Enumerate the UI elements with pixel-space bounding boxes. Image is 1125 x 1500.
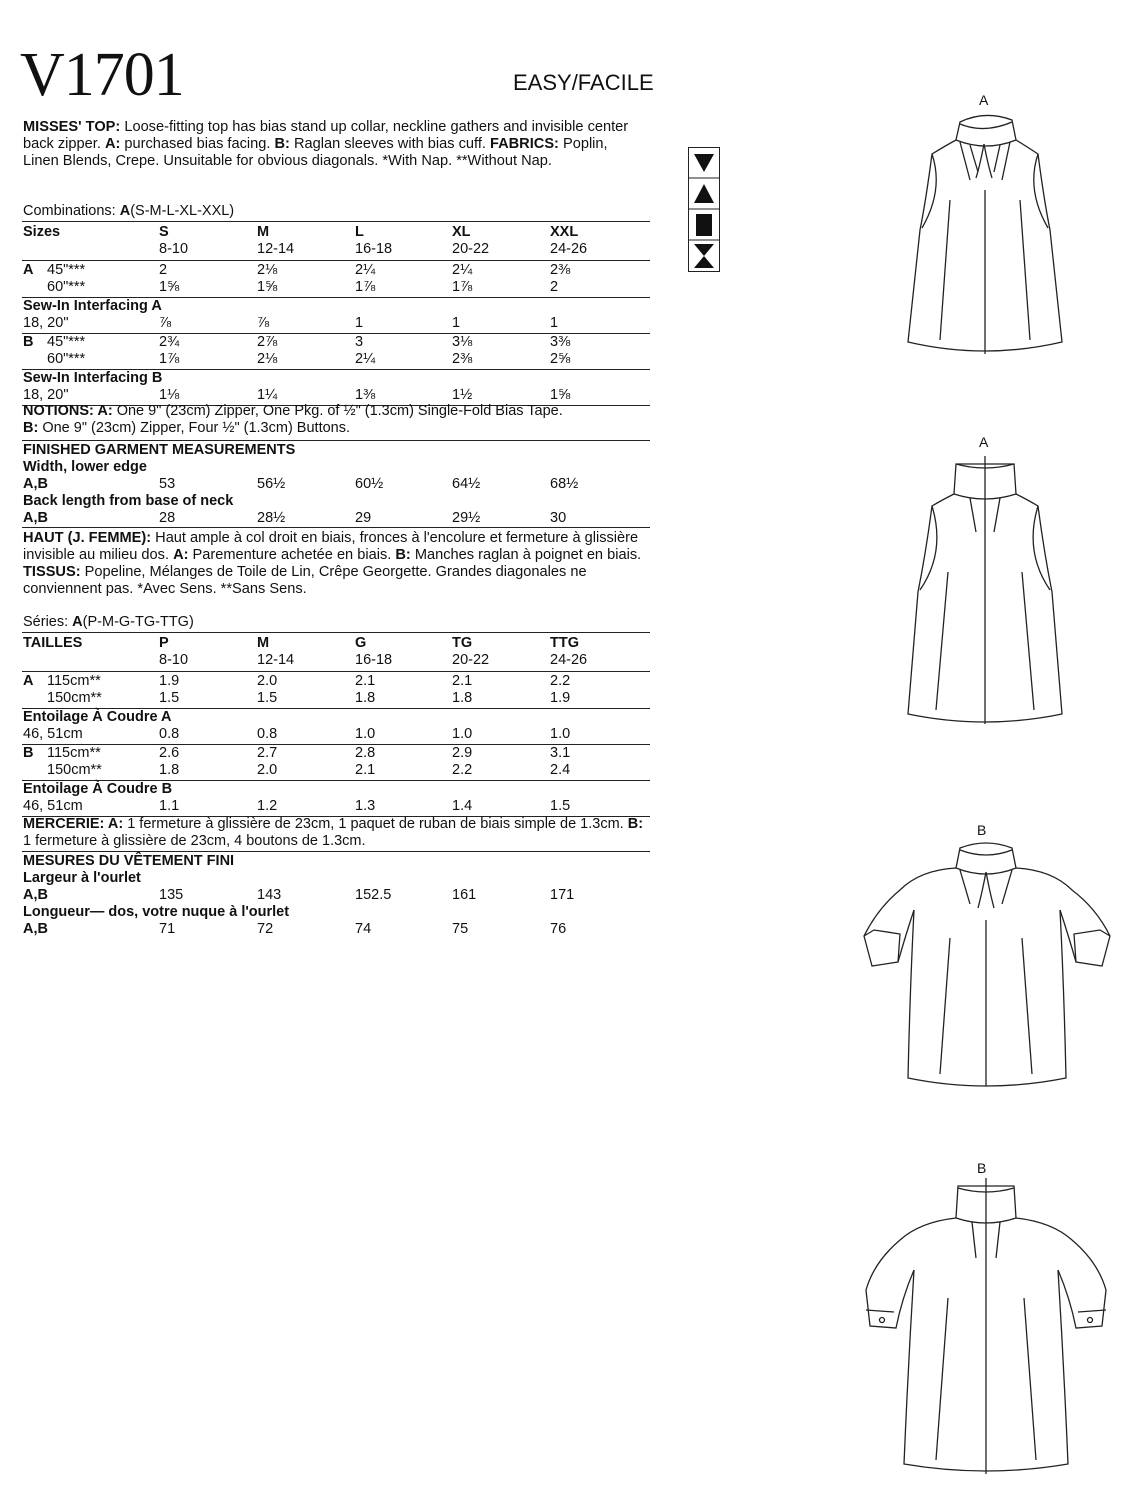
top-b-back-drawing <box>860 1178 1115 1478</box>
size-code: P <box>159 635 169 651</box>
section-divider <box>22 527 650 528</box>
size-range: 16-18 <box>355 652 393 668</box>
fabric-width: 60"*** <box>47 279 86 295</box>
yardage-value: 1.8 <box>452 690 473 706</box>
finished-title-text: MESURES DU VÊTEMENT FINI <box>23 853 235 869</box>
yardage-value: 1.5 <box>159 690 180 706</box>
yardage-value: 2⅛ <box>257 351 278 367</box>
size-code: XXL <box>550 224 579 240</box>
yardage-value: ⅞ <box>257 315 270 331</box>
view-letters: A,B <box>23 921 48 937</box>
illustration-label-b-front: B <box>977 822 987 838</box>
size-code: L <box>355 224 364 240</box>
yardage-value: 2 <box>159 262 168 278</box>
width-value: 143 <box>257 887 282 903</box>
combinations-en: Combinations: A(S-M-L-XL-XXL) <box>23 203 235 219</box>
yardage-value: 2⅝ <box>550 351 571 367</box>
width-label: Largeur à l'ourlet <box>23 870 141 886</box>
yardage-value: 1.3 <box>355 798 376 814</box>
length-value: 71 <box>159 921 176 937</box>
illustration-label-b-back: B <box>977 1160 987 1176</box>
combinations-fr: Séries: A(P-M-G-TG-TTG) <box>23 614 194 630</box>
yardage-value: 2¼ <box>452 262 473 278</box>
top-a-back-drawing <box>900 452 1070 732</box>
size-range: 20-22 <box>452 241 490 257</box>
difficulty-level: EASY/FACILE <box>513 70 654 95</box>
width-label: Width, lower edge <box>23 459 147 475</box>
size-range: 16-18 <box>355 241 393 257</box>
size-code: TG <box>452 635 473 651</box>
yardage-value: 1⅝ <box>257 279 278 295</box>
yardage-value: 0.8 <box>257 726 278 742</box>
yardage-value: 1⅜ <box>355 387 376 403</box>
view-letters: A,B <box>23 510 48 526</box>
yardage-value: 1⅝ <box>550 387 571 403</box>
yardage-value: 2¾ <box>159 334 180 350</box>
width-value: 60½ <box>355 476 384 492</box>
description-en: MISSES' TOP: Loose-fitting top has bias stand up collar, neckline gathers and invisible center back zipper. A: purchased bias facing. B: Raglan sleeves with bias cuff. FABRICS: Poplin, Linen Blends, Crepe. Unsuitable for obvious diagonals. *With Nap. **Without Nap. <box>23 119 629 169</box>
yardage-value: 1.8 <box>355 690 376 706</box>
yardage-value: 2.2 <box>452 762 473 778</box>
length-value: 72 <box>257 921 274 937</box>
nap-symbols <box>688 147 720 272</box>
yardage-value: 2⅞ <box>257 334 278 350</box>
yardage-value: 1.0 <box>550 726 571 742</box>
view-letters: A,B <box>23 476 48 492</box>
fabric-width: 60"*** <box>47 351 86 367</box>
size-range: 8-10 <box>159 652 189 668</box>
yardage-value: 1½ <box>452 387 473 403</box>
width-value: 152.5 <box>355 887 392 903</box>
yardage-value: 2.1 <box>452 673 473 689</box>
length-value: 75 <box>452 921 469 937</box>
fabric-width: 18, 20" <box>23 315 69 331</box>
length-value: 29 <box>355 510 372 526</box>
yardage-value: 1.8 <box>159 762 180 778</box>
yardage-value: 2.1 <box>355 762 376 778</box>
notions-fr: MERCERIE: A: 1 fermeture à glissière de 23cm, 1 paquet de ruban de biais simple de 1.3cm. B: 1 fermeture à glissière de 23cm, 4 boutons de 1.3cm. <box>23 816 644 849</box>
rectangle-icon <box>696 214 712 236</box>
yardage-value: 1 <box>452 315 461 331</box>
yardage-value: 3 <box>355 334 364 350</box>
size-range: 24-26 <box>550 241 588 257</box>
illustration-view-b-front <box>860 838 1115 1093</box>
size-range: 12-14 <box>257 241 295 257</box>
fabric-width: 115cm** <box>47 673 101 689</box>
fabric-width: 45"*** <box>47 334 86 350</box>
yardage-value: 1 <box>355 315 364 331</box>
notions-en: NOTIONS: A: One 9" (23cm) Zipper, One Pkg. of ½" (1.3cm) Single-Fold Bias Tape. B: One 9" (23cm) Zipper, Four ½" (1.3cm) Buttons. <box>23 403 563 436</box>
yardage-value: 3⅜ <box>550 334 571 350</box>
yardage-value: 2.9 <box>452 745 473 761</box>
width-value: 56½ <box>257 476 286 492</box>
yardage-value: 2.7 <box>257 745 278 761</box>
section-heading: Sew-In Interfacing B <box>23 370 163 386</box>
yardage-value: 2.1 <box>355 673 376 689</box>
size-code: M <box>257 224 270 240</box>
description-fr: HAUT (J. FEMME): Haut ample à col droit en biais, fronces à l'encolure et fermeture à glissière invisible au milieu dos. A: Parementure achetée en biais. B: Manches raglan à poignet en biais. TISSUS: Popeline, Mélanges de Toile de Lin, Crêpe Georgette. Grandes diagonales ne conviennent pas. *Avec Sens. **Sans Sens. <box>23 530 642 597</box>
length-value: 74 <box>355 921 372 937</box>
yardage-value: 1⅞ <box>159 351 180 367</box>
length-value: 76 <box>550 921 567 937</box>
width-value: 53 <box>159 476 176 492</box>
length-value: 30 <box>550 510 567 526</box>
table-header-rule <box>22 671 650 672</box>
fabric-width: 46, 51cm <box>23 726 83 742</box>
size-header: Sizes <box>23 224 61 240</box>
illustration-view-a-back <box>900 452 1070 732</box>
yardage-value: 1¼ <box>257 387 278 403</box>
fabric-width: 150cm** <box>47 690 102 706</box>
yardage-value: 2⅜ <box>452 351 473 367</box>
size-range: 12-14 <box>257 652 295 668</box>
size-range: 20-22 <box>452 652 490 668</box>
top-b-front-drawing <box>860 838 1115 1093</box>
yardage-value: 2.0 <box>257 673 278 689</box>
yardage-value: 1.5 <box>257 690 278 706</box>
yardage-value: 2.2 <box>550 673 571 689</box>
illustration-label-a-front: A <box>979 92 989 108</box>
width-value: 68½ <box>550 476 579 492</box>
yardage-value: 2 <box>550 279 559 295</box>
yardage-value: 1.0 <box>452 726 473 742</box>
fabric-width: 18, 20" <box>23 387 69 403</box>
yardage-value: 1 <box>550 315 559 331</box>
table-top-rule <box>22 632 650 633</box>
yardage-value: 1⅝ <box>159 279 180 295</box>
view-letter: A <box>23 673 34 689</box>
yardage-value: 1⅛ <box>159 387 180 403</box>
yardage-value: 2.8 <box>355 745 376 761</box>
yardage-value: 1.1 <box>159 798 180 814</box>
yardage-value: 3⅛ <box>452 334 473 350</box>
yardage-value: 2.0 <box>257 762 278 778</box>
width-value: 64½ <box>452 476 481 492</box>
yardage-value: 2.6 <box>159 745 180 761</box>
fabric-width: 150cm** <box>47 762 102 778</box>
illustration-view-b-back <box>860 1178 1115 1478</box>
size-code: G <box>355 635 367 651</box>
yardage-value: 1.5 <box>550 798 571 814</box>
fabric-width: 45"*** <box>47 262 86 278</box>
view-letters: A,B <box>23 887 48 903</box>
size-code: S <box>159 224 169 240</box>
size-code: TTG <box>550 635 579 651</box>
yardage-value: 2¼ <box>355 351 376 367</box>
finished-title-text: FINISHED GARMENT MEASUREMENTS <box>23 442 296 458</box>
yardage-value: 1.4 <box>452 798 473 814</box>
size-code: XL <box>452 224 471 240</box>
yardage-value: 1⅞ <box>452 279 473 295</box>
yardage-value: 2⅜ <box>550 262 571 278</box>
yardage-value: 2.4 <box>550 762 571 778</box>
fabric-width: 115cm** <box>47 745 101 761</box>
length-label: Longueur— dos, votre nuque à l'ourlet <box>23 904 290 920</box>
yardage-value: 1.0 <box>355 726 376 742</box>
yardage-value: 1.9 <box>159 673 180 689</box>
length-label: Back length from base of neck <box>23 493 234 509</box>
size-header: TAILLES <box>23 635 83 651</box>
yardage-value: 2⅛ <box>257 262 278 278</box>
yardage-value: 1⅞ <box>355 279 376 295</box>
finished-top-rule <box>22 851 650 852</box>
top-a-front-drawing <box>900 110 1070 360</box>
yardage-value: 1.9 <box>550 690 571 706</box>
size-range: 8-10 <box>159 241 189 257</box>
fabric-width: 46, 51cm <box>23 798 83 814</box>
pattern-number: V1701 <box>20 41 184 109</box>
yardage-value: ⅞ <box>159 315 172 331</box>
yardage-value: 2¼ <box>355 262 376 278</box>
section-heading: Entoilage À Coudre B <box>23 781 173 797</box>
length-value: 28½ <box>257 510 286 526</box>
illustration-view-a-front <box>900 110 1070 360</box>
view-letter: B <box>23 745 34 761</box>
width-value: 135 <box>159 887 184 903</box>
length-value: 28 <box>159 510 176 526</box>
width-value: 161 <box>452 887 477 903</box>
table-header-rule <box>22 260 650 261</box>
width-value: 171 <box>550 887 575 903</box>
finished-top-rule <box>22 440 650 441</box>
yardage-value: 3.1 <box>550 745 571 761</box>
length-value: 29½ <box>452 510 481 526</box>
illustration-label-a-back: A <box>979 434 989 450</box>
yardage-value: 1.2 <box>257 798 278 814</box>
view-letter: B <box>23 334 34 350</box>
section-heading: Sew-In Interfacing A <box>23 298 162 314</box>
size-code: M <box>257 635 270 651</box>
table-top-rule <box>22 221 650 222</box>
yardage-value: 0.8 <box>159 726 180 742</box>
size-range: 24-26 <box>550 652 588 668</box>
section-heading: Entoilage À Coudre A <box>23 709 172 725</box>
view-letter: A <box>23 262 34 278</box>
